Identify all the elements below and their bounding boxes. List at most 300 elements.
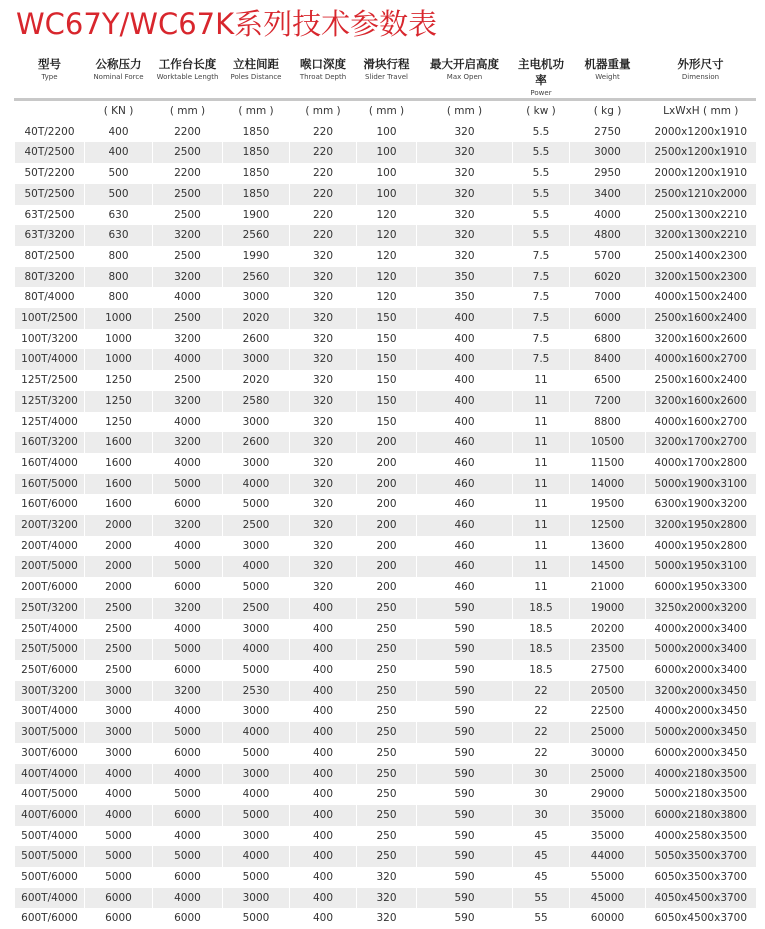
table-cell: 25000: [570, 722, 646, 743]
table-cell: 600T/6000: [15, 908, 85, 929]
table-cell: 5000: [223, 660, 290, 681]
table-body: [15, 100, 756, 929]
table-cell: 6020: [570, 267, 646, 288]
table-cell: 6500: [570, 370, 646, 391]
table-cell: 320: [290, 349, 357, 370]
table-cell: 4050x4500x3700: [646, 888, 756, 909]
table-cell: 300T/3200: [15, 681, 85, 702]
table-row: [15, 246, 756, 267]
table-cell: 80T/4000: [15, 287, 85, 308]
column-header: [290, 56, 357, 100]
table-row: [15, 205, 756, 226]
table-cell: 460: [417, 494, 513, 515]
table-cell: 400: [290, 908, 357, 929]
table-cell: 600T/4000: [15, 888, 85, 909]
table-cell: 400: [417, 391, 513, 412]
table-cell: 1600: [85, 494, 153, 515]
table-cell: 460: [417, 515, 513, 536]
table-cell: 4800: [570, 225, 646, 246]
table-cell: 3200x1600x2600: [646, 329, 756, 350]
table-row: [15, 681, 756, 702]
table-cell: 6000: [85, 888, 153, 909]
table-cell: 300T/4000: [15, 701, 85, 722]
table-cell: 500T/5000: [15, 846, 85, 867]
table-cell: 5000: [153, 846, 223, 867]
table-cell: 4000: [153, 287, 223, 308]
table-cell: 320: [290, 494, 357, 515]
table-cell: 200: [357, 494, 417, 515]
table-cell: 100: [357, 184, 417, 205]
table-cell: 250: [357, 598, 417, 619]
table-cell: 220: [290, 205, 357, 226]
table-cell: 4000: [153, 888, 223, 909]
table-cell: 22: [513, 701, 570, 722]
table-cell: 400: [290, 743, 357, 764]
table-cell: 22: [513, 743, 570, 764]
table-cell: 400: [85, 142, 153, 163]
table-cell: 2580: [223, 391, 290, 412]
table-cell: 250: [357, 805, 417, 826]
table-row: [15, 784, 756, 805]
table-cell: 320: [290, 308, 357, 329]
table-cell: 100: [357, 142, 417, 163]
table-cell: 5000: [223, 577, 290, 598]
table-cell: 200T/3200: [15, 515, 85, 536]
table-cell: 4000x1500x2400: [646, 287, 756, 308]
table-cell: 11: [513, 556, 570, 577]
table-cell: 500: [85, 184, 153, 205]
table-cell: 590: [417, 867, 513, 888]
unit-cell: LxWxH ( mm ): [646, 100, 756, 122]
table-cell: 2500: [153, 308, 223, 329]
table-cell: 590: [417, 908, 513, 929]
table-cell: 35000: [570, 826, 646, 847]
table-cell: 11500: [570, 453, 646, 474]
table-cell: 22: [513, 722, 570, 743]
table-cell: 590: [417, 681, 513, 702]
table-cell: 80T/3200: [15, 267, 85, 288]
table-cell: 3200x1300x2210: [646, 225, 756, 246]
table-cell: 460: [417, 453, 513, 474]
table-cell: 4000x1700x2800: [646, 453, 756, 474]
table-cell: 4000: [223, 722, 290, 743]
table-cell: 320: [417, 163, 513, 184]
table-cell: 5000: [223, 867, 290, 888]
table-cell: 8800: [570, 412, 646, 433]
table-cell: 4000x2000x3400: [646, 619, 756, 640]
table-cell: 400: [417, 308, 513, 329]
table-row: [15, 349, 756, 370]
table-cell: 3000: [223, 453, 290, 474]
table-cell: 400: [290, 660, 357, 681]
table-cell: 2500: [153, 142, 223, 163]
table-cell: 400: [290, 722, 357, 743]
table-cell: 6000: [153, 494, 223, 515]
table-cell: 3200: [153, 681, 223, 702]
table-cell: 400: [417, 349, 513, 370]
table-cell: 3200: [153, 598, 223, 619]
table-cell: 590: [417, 764, 513, 785]
table-cell: 30: [513, 784, 570, 805]
table-cell: 6800: [570, 329, 646, 350]
table-cell: 5.5: [513, 184, 570, 205]
table-row: [15, 846, 756, 867]
table-cell: 220: [290, 184, 357, 205]
table-cell: 2500x1200x1910: [646, 142, 756, 163]
table-cell: 1600: [85, 474, 153, 495]
table-cell: 250: [357, 764, 417, 785]
table-cell: 35000: [570, 805, 646, 826]
table-cell: 320: [417, 225, 513, 246]
table-cell: 1600: [85, 453, 153, 474]
column-header: [513, 56, 570, 100]
table-cell: 150: [357, 412, 417, 433]
table-cell: 2560: [223, 225, 290, 246]
table-cell: 320: [290, 515, 357, 536]
table-cell: 150: [357, 349, 417, 370]
table-row: [15, 515, 756, 536]
table-row: [15, 908, 756, 929]
table-cell: 320: [417, 205, 513, 226]
table-cell: 7.5: [513, 287, 570, 308]
table-cell: 2950: [570, 163, 646, 184]
table-cell: 250: [357, 846, 417, 867]
table-row: [15, 722, 756, 743]
table-cell: 2000: [85, 515, 153, 536]
table-cell: 400: [290, 826, 357, 847]
table-cell: 100T/2500: [15, 308, 85, 329]
table-cell: 3200x1700x2700: [646, 432, 756, 453]
table-cell: 2000: [85, 556, 153, 577]
table-cell: 7.5: [513, 308, 570, 329]
table-cell: 23500: [570, 639, 646, 660]
table-cell: 590: [417, 888, 513, 909]
table-cell: 11: [513, 494, 570, 515]
column-header-sublabel: Worktable Length: [153, 72, 223, 82]
table-row: [15, 888, 756, 909]
table-cell: 120: [357, 205, 417, 226]
table-cell: 30: [513, 764, 570, 785]
unit-cell: ( kg ): [570, 100, 646, 122]
table-cell: 22: [513, 681, 570, 702]
table-row: [15, 142, 756, 163]
table-cell: 400: [290, 888, 357, 909]
table-cell: 6000: [153, 867, 223, 888]
table-cell: 320: [290, 556, 357, 577]
table-cell: 18.5: [513, 598, 570, 619]
table-cell: 3000: [85, 701, 153, 722]
table-cell: 5.5: [513, 122, 570, 143]
table-cell: 3200x2000x3450: [646, 681, 756, 702]
table-cell: 590: [417, 826, 513, 847]
table-cell: 2600: [223, 432, 290, 453]
table-cell: 10500: [570, 432, 646, 453]
table-cell: 1000: [85, 308, 153, 329]
table-cell: 3000: [223, 888, 290, 909]
table-row: [15, 163, 756, 184]
table-cell: 45: [513, 867, 570, 888]
table-cell: 150: [357, 370, 417, 391]
table-cell: 250: [357, 826, 417, 847]
table-cell: 18.5: [513, 639, 570, 660]
table-cell: 30000: [570, 743, 646, 764]
table-cell: 350: [417, 267, 513, 288]
table-cell: 3200: [153, 515, 223, 536]
table-cell: 320: [417, 184, 513, 205]
table-cell: 2500x1600x2400: [646, 370, 756, 391]
table-cell: 55: [513, 888, 570, 909]
table-cell: 4000: [153, 453, 223, 474]
table-cell: 500T/6000: [15, 867, 85, 888]
unit-cell: [15, 100, 85, 122]
table-cell: 200: [357, 556, 417, 577]
table-cell: 2600: [223, 329, 290, 350]
table-cell: 320: [357, 888, 417, 909]
table-cell: 63T/2500: [15, 205, 85, 226]
table-cell: 350: [417, 287, 513, 308]
column-header-label: 外形尺寸: [646, 56, 756, 72]
table-cell: 460: [417, 577, 513, 598]
table-cell: 18.5: [513, 660, 570, 681]
table-cell: 250: [357, 619, 417, 640]
table-cell: 250T/3200: [15, 598, 85, 619]
table-cell: 30: [513, 805, 570, 826]
table-cell: 5000x2180x3500: [646, 784, 756, 805]
table-cell: 320: [290, 474, 357, 495]
table-cell: 400: [290, 846, 357, 867]
table-row: [15, 639, 756, 660]
column-header: [153, 56, 223, 100]
table-cell: 4000: [85, 764, 153, 785]
table-row: [15, 287, 756, 308]
table-cell: 100: [357, 163, 417, 184]
column-header-sublabel: Slider Travel: [357, 72, 417, 82]
table-cell: 200T/4000: [15, 536, 85, 557]
table-cell: 6000: [85, 908, 153, 929]
table-cell: 6000x1950x3300: [646, 577, 756, 598]
table-cell: 21000: [570, 577, 646, 598]
table-cell: 630: [85, 225, 153, 246]
table-cell: 2000x1200x1910: [646, 122, 756, 143]
table-cell: 11: [513, 432, 570, 453]
table-cell: 630: [85, 205, 153, 226]
column-header-sublabel: Max Open: [417, 72, 513, 82]
table-cell: 4000x2180x3500: [646, 764, 756, 785]
table-cell: 2500: [153, 205, 223, 226]
column-header-label: 最大开启高度: [417, 56, 513, 72]
table-cell: 590: [417, 660, 513, 681]
table-cell: 250: [357, 743, 417, 764]
column-header: [646, 56, 756, 100]
table-cell: 320: [290, 370, 357, 391]
table-cell: 5000: [153, 474, 223, 495]
table-cell: 4000: [85, 784, 153, 805]
table-cell: 590: [417, 784, 513, 805]
table-cell: 2500: [85, 660, 153, 681]
table-cell: 400T/5000: [15, 784, 85, 805]
column-header-sublabel: Dimension: [646, 72, 756, 82]
table-cell: 11: [513, 412, 570, 433]
table-cell: 1850: [223, 184, 290, 205]
table-cell: 55000: [570, 867, 646, 888]
column-header-sublabel: Poles Distance: [223, 72, 290, 82]
table-cell: 320: [290, 246, 357, 267]
table-cell: 800: [85, 246, 153, 267]
table-cell: 150: [357, 329, 417, 350]
table-row: [15, 474, 756, 495]
table-cell: 100: [357, 122, 417, 143]
table-cell: 40T/2200: [15, 122, 85, 143]
table-cell: 400: [290, 639, 357, 660]
table-cell: 11: [513, 474, 570, 495]
table-cell: 3000: [223, 536, 290, 557]
table-cell: 160T/4000: [15, 453, 85, 474]
table-cell: 2500x1210x2000: [646, 184, 756, 205]
table-cell: 460: [417, 474, 513, 495]
column-header-label: 主电机功率: [513, 56, 570, 88]
table-row: [15, 122, 756, 143]
table-cell: 5000: [153, 784, 223, 805]
table-cell: 2000: [85, 536, 153, 557]
table-cell: 1000: [85, 329, 153, 350]
table-cell: 45: [513, 826, 570, 847]
table-cell: 590: [417, 722, 513, 743]
table-cell: 590: [417, 598, 513, 619]
table-row: [15, 701, 756, 722]
column-header-sublabel: Type: [15, 72, 85, 82]
table-cell: 6000x2000x3400: [646, 660, 756, 681]
table-row: [15, 660, 756, 681]
table-cell: 7.5: [513, 267, 570, 288]
table-cell: 200: [357, 515, 417, 536]
table-cell: 4000: [153, 701, 223, 722]
table-cell: 22500: [570, 701, 646, 722]
table-cell: 7000: [570, 287, 646, 308]
table-cell: 120: [357, 267, 417, 288]
table-cell: 2020: [223, 370, 290, 391]
column-header-label: 公称压力: [85, 56, 153, 72]
table-cell: 7.5: [513, 349, 570, 370]
table-cell: 320: [290, 577, 357, 598]
table-cell: 590: [417, 639, 513, 660]
table-cell: 320: [290, 432, 357, 453]
table-cell: 19500: [570, 494, 646, 515]
table-cell: 63T/3200: [15, 225, 85, 246]
table-cell: 100T/3200: [15, 329, 85, 350]
table-cell: 1850: [223, 142, 290, 163]
table-cell: 8400: [570, 349, 646, 370]
table-cell: 2500: [223, 515, 290, 536]
table-cell: 4000x1600x2700: [646, 349, 756, 370]
table-cell: 4000: [153, 764, 223, 785]
table-cell: 3200: [153, 432, 223, 453]
table-cell: 1990: [223, 246, 290, 267]
table-row: [15, 619, 756, 640]
table-cell: 1000: [85, 349, 153, 370]
table-cell: 1600: [85, 432, 153, 453]
table-cell: 160T/5000: [15, 474, 85, 495]
table-cell: 4000x2000x3450: [646, 701, 756, 722]
table-cell: 2500: [153, 184, 223, 205]
table-cell: 2500: [85, 598, 153, 619]
table-cell: 3000: [85, 743, 153, 764]
unit-cell: ( mm ): [417, 100, 513, 122]
spec-table: [14, 56, 756, 929]
table-cell: 400: [417, 329, 513, 350]
table-cell: 1850: [223, 163, 290, 184]
table-cell: 2500: [85, 639, 153, 660]
table-cell: 6000: [153, 743, 223, 764]
table-cell: 20200: [570, 619, 646, 640]
table-cell: 220: [290, 225, 357, 246]
table-cell: 1900: [223, 205, 290, 226]
table-cell: 6050x4500x3700: [646, 908, 756, 929]
table-cell: 1250: [85, 391, 153, 412]
table-cell: 500: [85, 163, 153, 184]
table-cell: 3000: [570, 142, 646, 163]
table-cell: 5.5: [513, 142, 570, 163]
table-cell: 2500x1400x2300: [646, 246, 756, 267]
table-cell: 4000: [570, 205, 646, 226]
table-cell: 11: [513, 391, 570, 412]
table-cell: 250: [357, 701, 417, 722]
table-row: [15, 867, 756, 888]
table-cell: 5050x3500x3700: [646, 846, 756, 867]
column-header-sublabel: Nominal Force: [85, 72, 153, 82]
table-cell: 4000: [223, 639, 290, 660]
column-header: [15, 56, 85, 100]
table-cell: 3000: [223, 619, 290, 640]
table-row: [15, 391, 756, 412]
table-cell: 2750: [570, 122, 646, 143]
table-cell: 150: [357, 308, 417, 329]
table-cell: 40T/2500: [15, 142, 85, 163]
table-cell: 5000: [85, 867, 153, 888]
table-cell: 3400: [570, 184, 646, 205]
table-cell: 5.5: [513, 225, 570, 246]
column-header-label: 机器重量: [570, 56, 646, 72]
table-row: [15, 432, 756, 453]
table-cell: 14500: [570, 556, 646, 577]
table-cell: 3000: [223, 701, 290, 722]
table-row: [15, 370, 756, 391]
table-cell: 320: [290, 453, 357, 474]
table-cell: 5000: [153, 639, 223, 660]
table-cell: 45: [513, 846, 570, 867]
table-cell: 6000x2180x3800: [646, 805, 756, 826]
table-cell: 250T/5000: [15, 639, 85, 660]
table-cell: 1850: [223, 122, 290, 143]
table-cell: 11: [513, 515, 570, 536]
column-header-label: 立柱间距: [223, 56, 290, 72]
header-row: [15, 56, 756, 100]
table-cell: 590: [417, 805, 513, 826]
table-cell: 250: [357, 722, 417, 743]
unit-cell: ( mm ): [223, 100, 290, 122]
table-cell: 200: [357, 536, 417, 557]
table-cell: 4000: [223, 846, 290, 867]
table-cell: 590: [417, 846, 513, 867]
table-cell: 2200: [153, 122, 223, 143]
table-cell: 18.5: [513, 619, 570, 640]
table-cell: 25000: [570, 764, 646, 785]
table-cell: 320: [290, 287, 357, 308]
table-row: [15, 536, 756, 557]
table-cell: 200: [357, 577, 417, 598]
table-cell: 5000x1950x3100: [646, 556, 756, 577]
table-cell: 150: [357, 391, 417, 412]
table-cell: 5000: [153, 556, 223, 577]
